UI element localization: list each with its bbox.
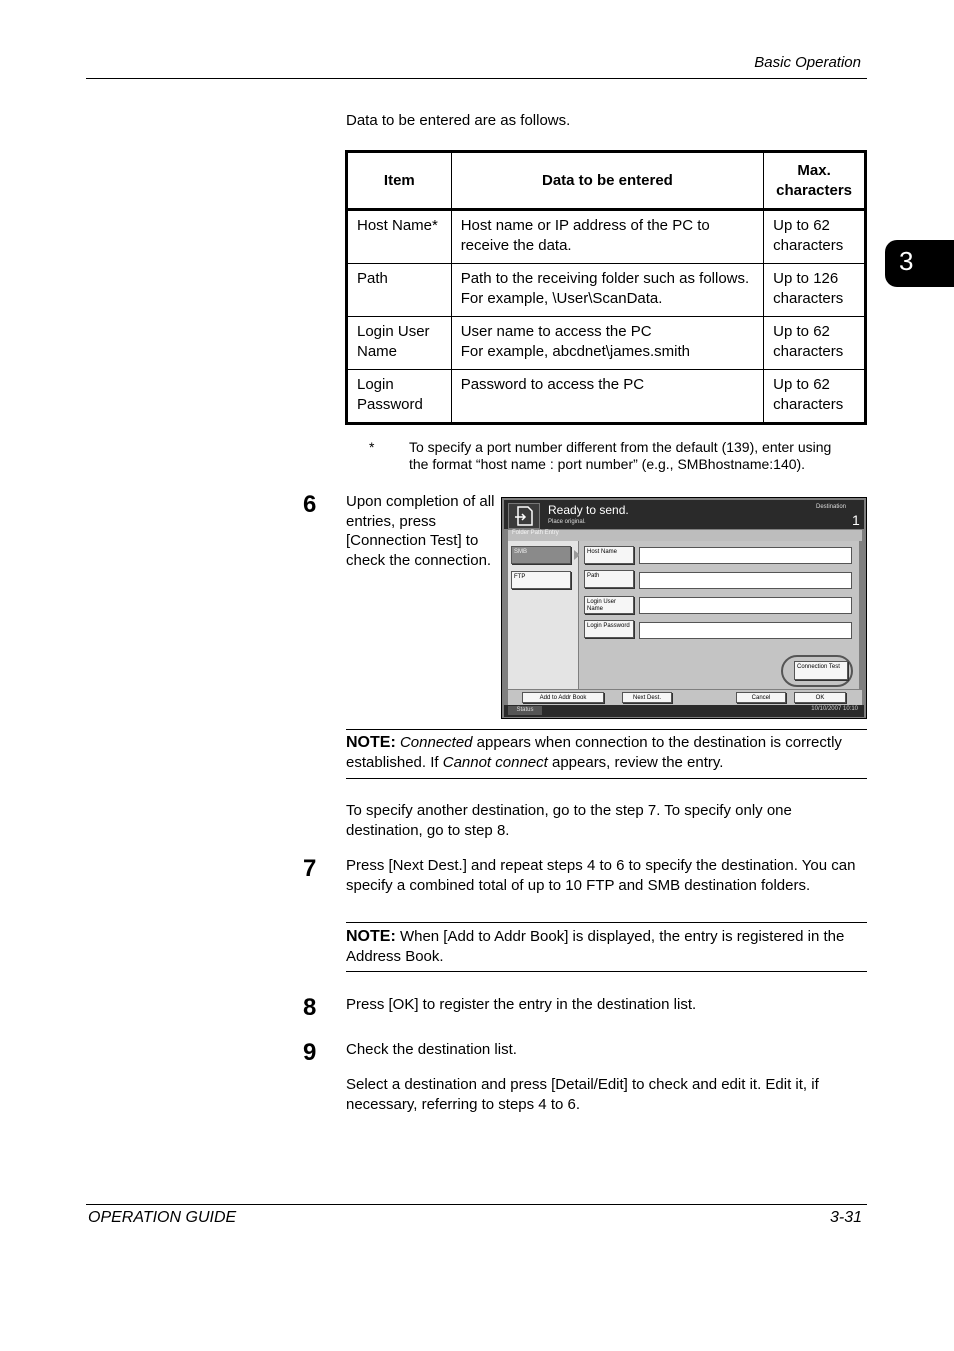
destination-count: 1 [852,512,860,528]
login-user-name-button[interactable]: Login User Name [584,596,634,614]
step-9-text: Check the destination list. [346,1041,517,1058]
footnote-mark: * [369,439,375,455]
running-header: Basic Operation [754,54,861,71]
table-row [347,317,866,370]
step-number: 8 [303,994,317,1021]
table-cell [451,370,763,424]
host-name-field[interactable] [639,547,852,564]
cell-text: Path to the receiving folder such as follows. [460,270,750,287]
step-7-text: Press [Next Dest.] and repeat steps 4 to 6 to specify the destination. You can specify a combined total of up to 10 FTP and SMB destination folders. [346,857,856,894]
table-cell: Path [347,264,452,317]
page-number: 3-31 [829,1209,862,1226]
chapter-number: 3 [899,246,914,276]
smb-button[interactable]: SMB [511,546,571,564]
column-header: Item [347,152,452,210]
path-button[interactable]: Path [584,570,634,588]
data-table [345,150,867,425]
note-rule-bottom [346,778,867,779]
table-cell: Up to 62 characters [764,317,866,370]
table-cell [451,317,763,370]
connection-test-button[interactable]: Connection Test [794,661,848,680]
status-button[interactable]: Status [508,706,542,715]
next-destination-text: To specify another destination, go to the step 7. To specify only one destination, go to step 8. [346,802,792,839]
note-emphasis: Cannot connect [442,753,548,771]
note-2 [346,927,866,966]
note-label: NOTE: [346,928,396,945]
column-header: Data to be entered [451,152,763,210]
note-label: NOTE: [346,734,396,751]
table-cell [451,210,763,264]
cell-text: User name to access the PC [460,323,652,340]
chapter-tab [885,240,954,287]
note-rule-bottom [346,971,867,972]
cell-text: For example, \User\ScanData. [460,289,663,307]
table-cell: Login Password [347,370,452,424]
panel-status-bar [504,705,864,717]
step-number: 9 [303,1039,317,1066]
note-text: appears when connection to the destination is correctly established. If [346,734,842,771]
note-text: When [Add to Addr Book] is displayed, the entry is registered in the Address Book. [346,928,845,965]
table-cell: Up to 126 characters [764,264,866,317]
note-text: appears, review the entry. [547,753,724,771]
step-9-detail: Select a destination and press [Detail/Edit] to check and edit it. Edit it, if necessary, referring to steps 4 to 6. [346,1076,819,1113]
ok-button[interactable]: OK [794,692,846,703]
ftp-button[interactable]: FTP [511,571,571,589]
place-original-text: Place original. [548,519,586,525]
footnote-text: To specify a port number different from the default (139), enter using the format “host name : port number” (e.g., SMBhostname:140). [409,439,832,472]
step-8-text: Press [OK] to register the entry in the destination list. [346,996,697,1013]
table-row [347,370,866,424]
step-number: 7 [303,855,317,882]
folder-path-entry-title: Folder Path Entry [508,530,862,541]
table-header-row [347,152,866,210]
host-name-button[interactable]: Host Name [584,546,634,564]
table-row [347,210,866,264]
cell-text: Host name or IP address of the PC to receive the data. [460,217,710,254]
table-cell: Host Name* [347,210,452,264]
operation-panel-screenshot [501,497,867,719]
cell-text: Password to access the PC [460,376,645,393]
protocol-column [508,541,578,689]
note-rule-top [346,729,867,730]
send-icon [508,503,540,529]
table-cell: Up to 62 characters [764,370,866,424]
note-rule-top [346,922,867,923]
cancel-button[interactable]: Cancel [736,692,786,703]
table-cell: Login User Name [347,317,452,370]
intro-text: Data to be entered are as follows. [346,112,571,129]
footer-rule [86,1204,867,1205]
login-password-field[interactable] [639,622,852,639]
footer-title: OPERATION GUIDE [88,1209,237,1226]
date-time: 10/10/2007 10:10 [811,706,858,712]
destination-label: Destination [816,504,847,510]
login-user-name-field[interactable] [639,597,852,614]
step-number: 6 [303,491,317,518]
path-field[interactable] [639,572,852,589]
step-6-text: Upon completion of all entries, press [Connection Test] to check the connection. [346,493,495,569]
ready-message: Ready to send. [548,503,629,517]
panel-top-bar [504,500,864,529]
header-rule [86,78,867,79]
add-to-addr-book-button[interactable]: Add to Addr Book [522,692,604,703]
table-cell: Up to 62 characters [764,210,866,264]
panel-bottom-bar [508,690,862,705]
login-password-button[interactable]: Login Password [584,620,634,638]
table-cell [451,264,763,317]
column-header: Max. characters [764,152,866,210]
table-row [347,264,866,317]
next-dest-button[interactable]: Next Dest. [622,692,672,703]
note-emphasis: Connected [399,734,473,751]
note-1 [346,733,866,772]
cell-text: For example, abcdnet\james.smith [460,342,690,360]
